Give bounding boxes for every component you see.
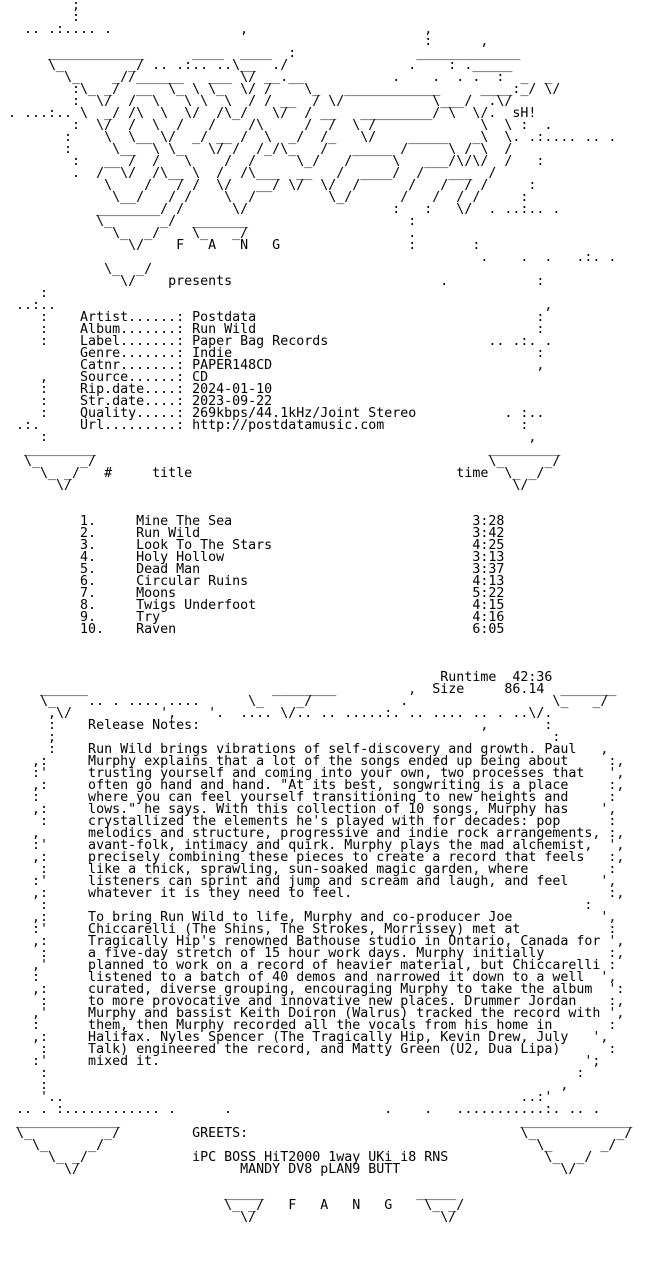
nfo-line: ,: Murphy explains that a lot of the songs ended up being about :, <box>0 754 625 769</box>
nfo-line: \_ _/ # title time \_ _/ <box>0 466 545 481</box>
nfo-line: \__/ / / \ / \_/ / / / / : <box>0 190 529 205</box>
nfo-line: : Str.date....: 2023-09-22 <box>0 394 273 409</box>
nfo-line: \/ F A N G : : <box>0 238 481 253</box>
nfo-line: _____________ ______________ <box>0 1114 633 1129</box>
nfo-line: ,: curated, diverse grouping, encouraging Murphy to take the album ': <box>0 982 625 997</box>
nfo-line: , melodics and structure, progressive and indie rock arrangements, :, <box>0 826 625 841</box>
nfo-line: ,: Tragically Hip's renowned Bathouse studio in Ontario, Canada for ', <box>0 934 625 949</box>
nfo-line: : Quality.....: 269kbps/44.1kHz/Joint Stereo . :.. <box>0 406 545 421</box>
nfo-line: : Label.......: Paper Bag Records .. .:. . <box>0 334 553 349</box>
nfo-line: \_ _/ <box>0 262 153 277</box>
nfo-line: ,\/ ', '. .... \/.. .. .....:. .. .... .. . ..\/. <box>0 706 553 721</box>
nfo-line: . . . .:. . <box>0 250 617 265</box>
nfo-line: : , <box>0 1078 569 1093</box>
nfo-line: ,: lows." he says. With this collection of 10 songs, Murphy has ', <box>0 802 617 817</box>
nfo-line: 10. Raven 6:05 <box>0 622 505 637</box>
nfo-line: \_ _/ _______ : <box>0 214 417 229</box>
nfo-line: '.. ..:' <box>0 1090 553 1105</box>
nfo-line: : \ \__ \/ _/ __ / \ _/ /_ \/ _____ _\ \. .:.... .. . <box>0 130 617 145</box>
nfo-line: ; : <box>0 730 561 745</box>
nfo-line: : __ / / \ / / \_/ / \ ___/\/\/ / : <box>0 154 545 169</box>
nfo-line: : \/ / \ / / /\ / / \ / \ \ : . <box>0 118 553 133</box>
nfo-line: \_ _/ \_ _/ . <box>0 226 417 241</box>
nfo-line: : listened to a batch of 40 demos and narrowed it down to a well ', <box>0 970 617 985</box>
nfo-line: : like a thick, sprawling, sun-soaked magic garden, where : <box>0 862 617 877</box>
nfo-line: ,: To bring Run Wild to life, Murphy and co-producer Joe ', <box>0 910 617 925</box>
nfo-line: \_ _/ F A N G \_ _/ <box>0 1198 465 1213</box>
nfo-line: .:. Url.........: http://postdatamusic.com : <box>0 418 529 433</box>
nfo-line: : Rip.date....: 2024-01-10 <box>0 382 273 397</box>
nfo-line: .. .:.... . , , <box>0 22 433 37</box>
nfo-line: : \__ \ \_ \/ / /_/\_ / _____ / \ / \ / <box>0 142 537 157</box>
nfo-line: : , <box>0 34 489 49</box>
nfo-line: Genre.......: Indie : <box>0 346 545 361</box>
nfo-line: : Run Wild brings vibrations of self-discovery and growth. Paul , <box>0 742 609 757</box>
nfo-line: 8. Twigs Underfoot 4:15 <box>0 598 505 613</box>
nfo-line: : : <box>0 898 593 913</box>
nfo-line: :' Chiccarelli (The Shins, The Strokes, Morrissey) met at : <box>0 922 617 937</box>
nfo-line: :\_ _/ __ \_ \ \_ \/ / \_ ____________ ____:_/ \/ <box>0 82 561 97</box>
nfo-line: : \/ / \ \ \ \ / / __ / \/ \___/ .\/ <box>0 94 513 109</box>
nfo-line: :' trusting yourself and coming into your own, two processes that ', <box>0 766 625 781</box>
nfo-line: \ / / / \/ __/ \/ \/ / / / / / : <box>0 178 537 193</box>
nfo-line: ,' planned to work on a record of heavier material, but Chiccarelli : <box>0 958 617 973</box>
nfo-line: ; <box>0 0 81 13</box>
nfo-line: 2. Run Wild 3:42 <box>0 526 505 541</box>
nfo-line: 6. Circular Ruins 4:13 <box>0 574 505 589</box>
nfo-line: \_ .. . .... .... \_ _/ . \_ _/ <box>0 694 609 709</box>
nfo-line: 1. Mine The Sea 3:28 <box>0 514 505 529</box>
nfo-line: : : <box>0 1066 585 1081</box>
nfo-line: : crystallized the elements he's played with for decades: pop : <box>0 814 617 829</box>
nfo-line: \/ \/ <box>0 1210 457 1225</box>
nfo-line: : to more provocative and innovative new places. Drummer Jordan :, <box>0 994 625 1009</box>
nfo-line: : <box>0 10 81 25</box>
nfo-line: :' mixed it. '; <box>0 1054 601 1069</box>
nfo-line <box>0 492 632 504</box>
nfo-line: . ...:.. \ _/ /\ \ \/ /\_/ \/ / __ _________/ \ \/. sH! <box>0 106 537 121</box>
nfo-line: \_ _//______ ___ \/ __.__ . . . . : _ _ <box>0 70 553 85</box>
nfo-line: : , <box>0 430 537 445</box>
nfo-line: , Source......: CD <box>0 370 209 385</box>
nfo-line: _____ _____ <box>0 1186 457 1201</box>
nfo-line: ______ ________ , Size 86.14 _______ <box>0 682 617 697</box>
nfo-line: \_ _/ \_ _/ <box>0 454 561 469</box>
nfo-line: Catnr.......: PAPER148CD , <box>0 358 545 373</box>
nfo-line: 9. Try 4:16 <box>0 610 505 625</box>
nfo-line: ..:.. , <box>0 298 553 313</box>
nfo-line: : where you can feel yourself transitioning to new heights and : <box>0 790 617 805</box>
nfo-line: 7. Moons 5:22 <box>0 586 505 601</box>
nfo-line: . / \/ /\__ \ / /\___ __ / ____/ / ___ / <box>0 166 497 181</box>
nfo-line: 5. Dead Man 3:37 <box>0 562 505 577</box>
nfo-line: ,: whatever it is they need to feel. :, <box>0 886 625 901</box>
nfo-line: ,: precisely combining these pieces to create a record that feels :, <box>0 850 625 865</box>
nfo-line: ,: Halifax. Nyles Spencer (The Tragically Hip, Kevin Drew, July ', <box>0 1030 609 1045</box>
nfo-line: : <box>0 286 49 301</box>
nfo-line: : Album.......: Run Wild : <box>0 322 545 337</box>
nfo-line <box>0 648 632 660</box>
nfo-line <box>0 636 632 648</box>
nfo-line: : Release Notes: , : <box>0 718 553 733</box>
nfo-line: .. . :............ . . . . ...........:. .. . <box>0 1102 601 1117</box>
nfo-line: \_ _/ .. .:.. ..\__ ./ . : ._____ <box>0 58 513 73</box>
nfo-line: : them, then Murphy recorded all the vocals from his home in : <box>0 1018 617 1033</box>
nfo-line: : Artist......: Postdata : <box>0 310 545 325</box>
nfo-line: ,' Murphy and bassist Keith Doiron (Walrus) tracked the record with ', <box>0 1006 625 1021</box>
nfo-line: 4. Holy Hollow 3:13 <box>0 550 505 565</box>
nfo-line: \_ _/ \_ _/ <box>0 1138 617 1153</box>
nfo-line: \_ _/ GREETS: \_ _/ <box>0 1126 633 1141</box>
nfo-line: ____________ ____ ____ : _____________ <box>0 46 521 61</box>
nfo-line: \_ _/ iPC BOSS HiT2000 1way UKi i8 RNS \_ _/ <box>0 1150 593 1165</box>
nfo-line: \/ \/ <box>0 478 529 493</box>
nfo-line: ________/ / \/ : : \/ . ..:.. . <box>0 202 561 217</box>
nfo-line: 3. Look To The Stars 4:25 <box>0 538 505 553</box>
nfo-line: : a five-day stretch of 15 hour work days. Murphy initially :, <box>0 946 625 961</box>
nfo-line: _________ _________ <box>0 442 561 457</box>
nfo-line: : Talk) engineered the record, and Matty Green (U2, Dua Lipa) : <box>0 1042 617 1057</box>
nfo-line: \/ MANDY DV8 pLAN9 BUTT \/ <box>0 1162 577 1177</box>
nfo-line: Runtime 42:36 <box>0 670 553 685</box>
nfo-line: \/ presents . : <box>0 274 545 289</box>
nfo-line: :' listeners can sprint and jump and scream and laugh, and feel ', <box>0 874 617 889</box>
nfo-line: ,: often go hand and hand. "At its best, songwriting is a place :, <box>0 778 625 793</box>
nfo-line: :' avant-folk, intimacy and quirk. Murphy plays the mad alchemist, ', <box>0 838 625 853</box>
